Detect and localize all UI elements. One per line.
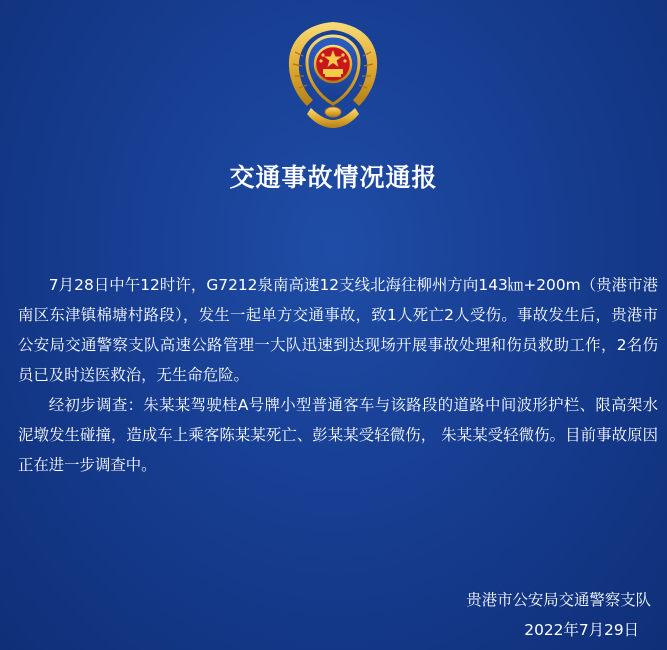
- notice-paragraph: 7月28日中午12时许，G7212泉南高速12支线北海往柳州方向143㎞+200m（贵港市港南区东津镇棉塘村路段），发生一起单方交通事故，致1人死亡2人受伤。事故发生后，贵港市公安局交通警察支队高速公路管理一大队迅速到达现场开展事故处理和伤员救助工作，2名伤员已及时送医救治，无生命危险。: [18, 276, 658, 384]
- notice-body: [18, 270, 658, 480]
- notice-paragraph: 经初步调查：朱某某驾驶桂A号牌小型普通客车与该路段的道路中间波形护栏、限高架水泥墩发生碰撞，造成车上乘客陈某某死亡、彭某某受轻微伤， 朱某某受轻微伤。目前事故原因正在进一步调查中。: [18, 396, 658, 474]
- issuer-signature: 贵港市公安局交通警察支队: [466, 591, 651, 609]
- page-title: 交通事故情况通报: [229, 163, 438, 192]
- issue-date: 2022年7月29日: [524, 621, 639, 639]
- police-badge-icon: [283, 16, 383, 132]
